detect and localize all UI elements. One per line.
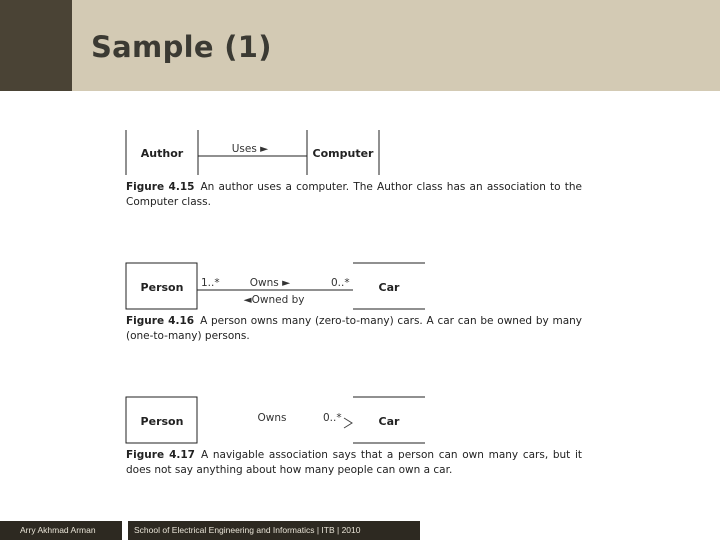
footer-school: School of Electrical Engineering and Informatics | ITB | 2010 [128,521,420,540]
association-label: Owns ► [249,277,291,289]
reverse-association-label: ◄Owned by [243,294,305,306]
class-car: Car [378,415,400,428]
caption-label: Figure 4.16 [126,315,195,327]
slide-title: Sample (1) [91,30,272,64]
footer-author: Arry Akhmad Arman [0,521,122,540]
class-author: Author [140,147,184,160]
navigability-arrow [344,418,352,428]
figure-4-16-caption [126,314,582,344]
figure-4-15-diagram [126,130,379,175]
figure-4-16-diagram [126,263,425,309]
figure-4-17-diagram [126,397,425,443]
figure-4-15-caption [126,180,582,210]
class-person: Person [140,281,184,294]
caption-text: An author uses a computer. The Author class has an association to the Computer class. [126,181,582,208]
caption-text: A person owns many (zero-to-many) cars. A car can be owned by many (one-to-many) persons. [126,315,583,342]
association-label: Uses ► [231,143,269,155]
caption-label: Figure 4.15 [126,181,195,193]
multiplicity-car: 0..* [323,412,342,424]
figure-4-17-caption [126,448,582,478]
class-car: Car [378,281,400,294]
multiplicity-person: 1..* [201,277,220,289]
class-person: Person [140,415,184,428]
slide-footer [0,521,720,540]
caption-text: A navigable association says that a person can own many cars, but it does not say anything about how many people can own a car. [126,449,583,476]
multiplicity-car: 0..* [331,277,350,289]
caption-label: Figure 4.17 [126,449,195,461]
class-computer: Computer [312,147,374,160]
association-label: Owns [257,412,287,424]
